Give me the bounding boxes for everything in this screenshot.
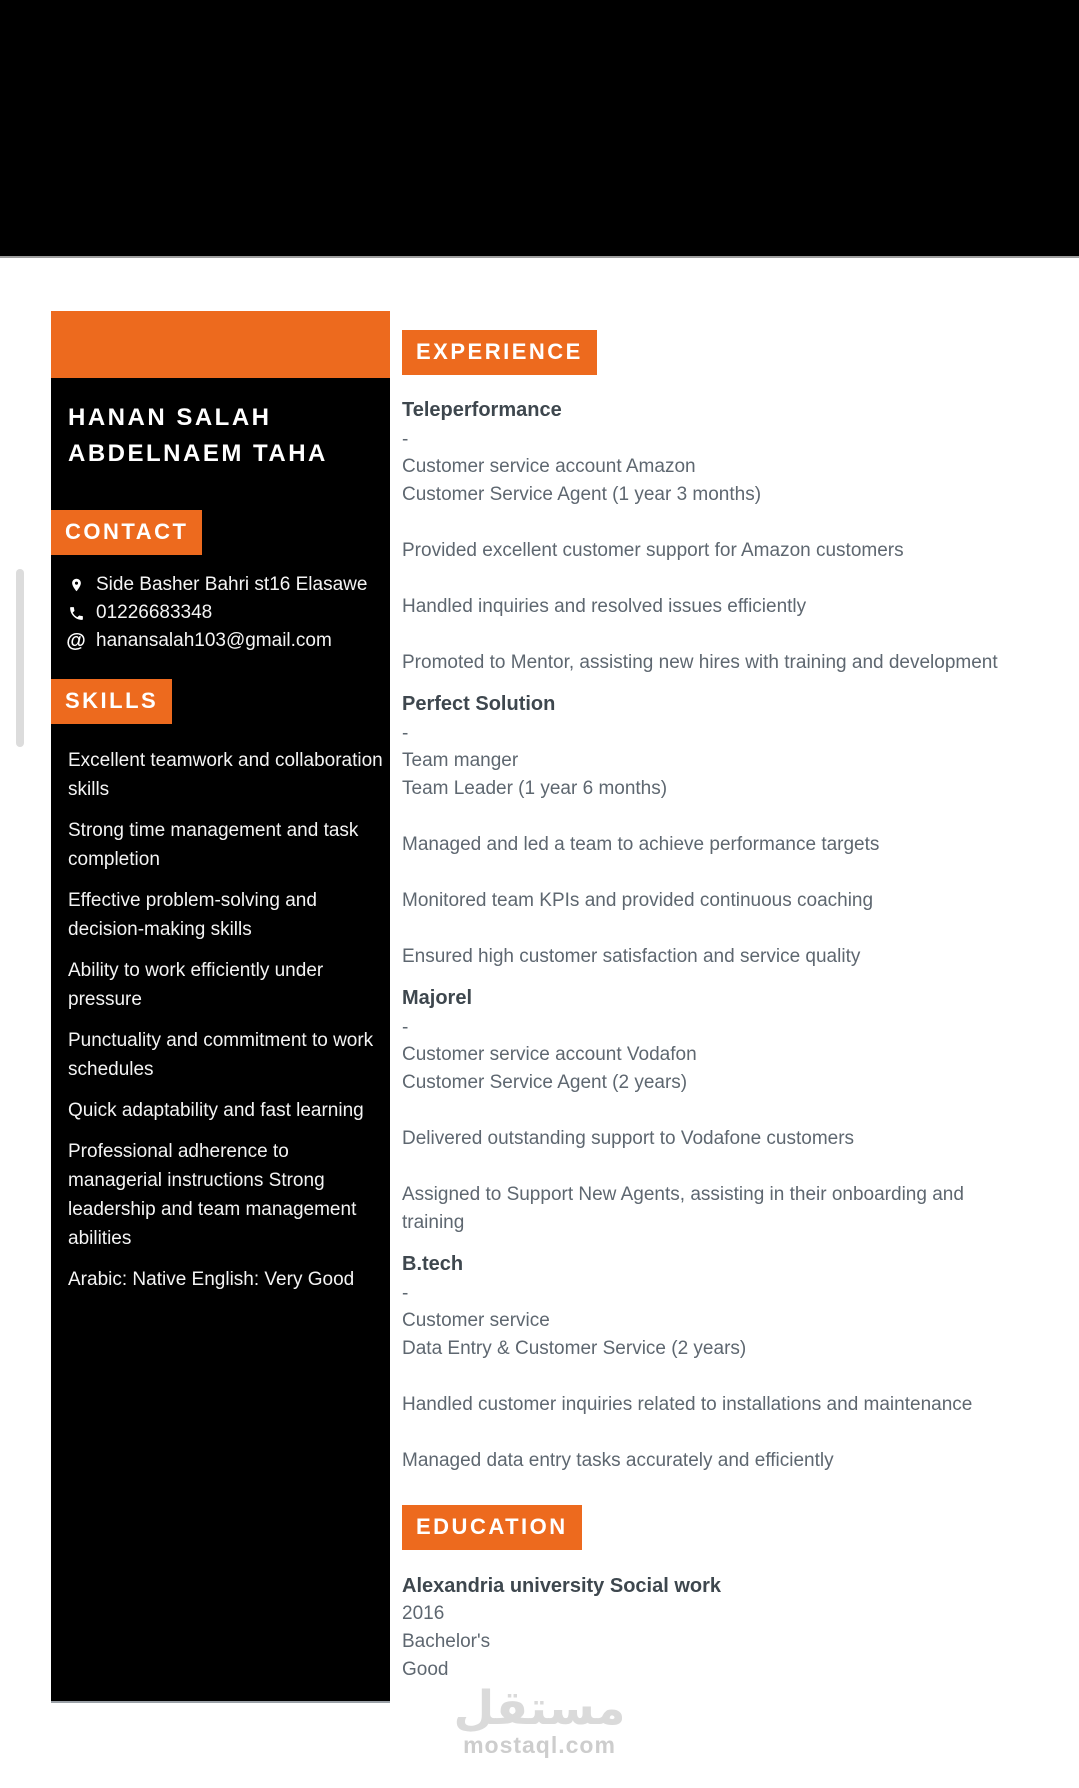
date-dash: - (402, 1017, 409, 1038)
skills-heading-badge: SKILLS (51, 679, 172, 724)
education-entry (402, 1572, 1022, 1684)
mostaql-logo: مستقل (453, 1681, 626, 1734)
skill-item: Quick adaptability and fast learning (68, 1100, 364, 1121)
date-dash: - (402, 1283, 409, 1304)
contact-phone-text: 01226683348 (96, 602, 213, 623)
contact-email-text: hanansalah103@gmail.com (96, 630, 332, 651)
highlight-line: Monitored team KPIs and provided continuous coaching (402, 890, 874, 911)
role-line: Customer service account Vodafon (402, 1044, 697, 1065)
company-name: B.tech (402, 1253, 464, 1275)
candidate-name (51, 400, 390, 472)
role-line: Customer service account Amazon (402, 456, 696, 477)
experience-entry (402, 985, 1022, 1237)
role-line: Customer Service Agent (1 year 3 months) (402, 484, 762, 505)
skill-item: Ability to work efficiently under pressure (68, 960, 324, 1010)
contact-row-phone (66, 599, 384, 627)
experience-entry (402, 691, 1022, 971)
skill-item: Arabic: Native English: Very Good (68, 1269, 355, 1290)
skill-item: Strong time management and task completion (68, 820, 359, 870)
main-content (402, 330, 1022, 1684)
experience-entry (402, 397, 1022, 677)
scrollbar-thumb[interactable] (16, 569, 24, 747)
mostaql-site-text: mostaql.com (463, 1732, 616, 1758)
candidate-name-line1: HANAN SALAH (68, 404, 272, 431)
skill-item: Effective problem-solving and decision-making skills (68, 890, 317, 940)
candidate-name-line2: ABDELNAEM TAHA (68, 440, 328, 467)
highlight-line: Managed and led a team to achieve performance targets (402, 834, 880, 855)
skills-list (51, 746, 390, 1294)
role-line: Data Entry & Customer Service (2 years) (402, 1338, 747, 1359)
date-dash: - (402, 723, 409, 744)
phone-icon (66, 605, 86, 622)
top-black-band (0, 0, 1079, 258)
skill-item: Professional adherence to managerial instructions Strong leadership and team management abilities (68, 1141, 357, 1249)
highlight-line: Delivered outstanding support to Vodafone customers (402, 1128, 855, 1149)
education-year: 2016 (402, 1603, 445, 1624)
contact-list (51, 571, 390, 655)
highlight-line: Ensured high customer satisfaction and service quality (402, 946, 861, 967)
company-name: Teleperformance (402, 399, 562, 421)
role-line: Team Leader (1 year 6 months) (402, 778, 668, 799)
role-line: Team manger (402, 750, 519, 771)
contact-address-text: Side Basher Bahri st16 Elasawe (96, 574, 368, 595)
date-dash: - (402, 429, 409, 450)
highlight-line: Managed data entry tasks accurately and efficiently (402, 1450, 834, 1471)
sidebar-orange-header (51, 311, 390, 378)
role-line: Customer service (402, 1310, 550, 1331)
contact-heading-badge: CONTACT (51, 510, 202, 555)
highlight-line: Handled customer inquiries related to installations and maintenance (402, 1394, 973, 1415)
sidebar (51, 311, 390, 1703)
highlight-line: Promoted to Mentor, assisting new hires with training and development (402, 652, 998, 673)
highlight-line: Handled inquiries and resolved issues efficiently (402, 596, 807, 617)
contact-row-address (66, 571, 384, 599)
experience-entry (402, 1251, 1022, 1475)
at-sign-icon: @ (66, 630, 86, 652)
education-heading-badge: EDUCATION (402, 1505, 582, 1550)
education-school: Alexandria university Social work (402, 1575, 722, 1597)
contact-row-email (66, 627, 384, 655)
sidebar-body (51, 378, 390, 1703)
highlight-line: Assigned to Support New Agents, assisting in their onboarding and training (402, 1184, 964, 1233)
skill-item: Punctuality and commitment to work schedules (68, 1030, 374, 1080)
skill-item: Excellent teamwork and collaboration skills (68, 750, 383, 800)
experience-heading-badge: EXPERIENCE (402, 330, 597, 375)
highlight-line: Provided excellent customer support for Amazon customers (402, 540, 904, 561)
role-line: Customer Service Agent (2 years) (402, 1072, 688, 1093)
education-degree: Bachelor's (402, 1631, 491, 1652)
location-pin-icon (66, 575, 86, 595)
watermark (0, 1681, 1079, 1758)
company-name: Majorel (402, 987, 473, 1009)
company-name: Perfect Solution (402, 693, 556, 715)
education-grade: Good (402, 1659, 449, 1680)
